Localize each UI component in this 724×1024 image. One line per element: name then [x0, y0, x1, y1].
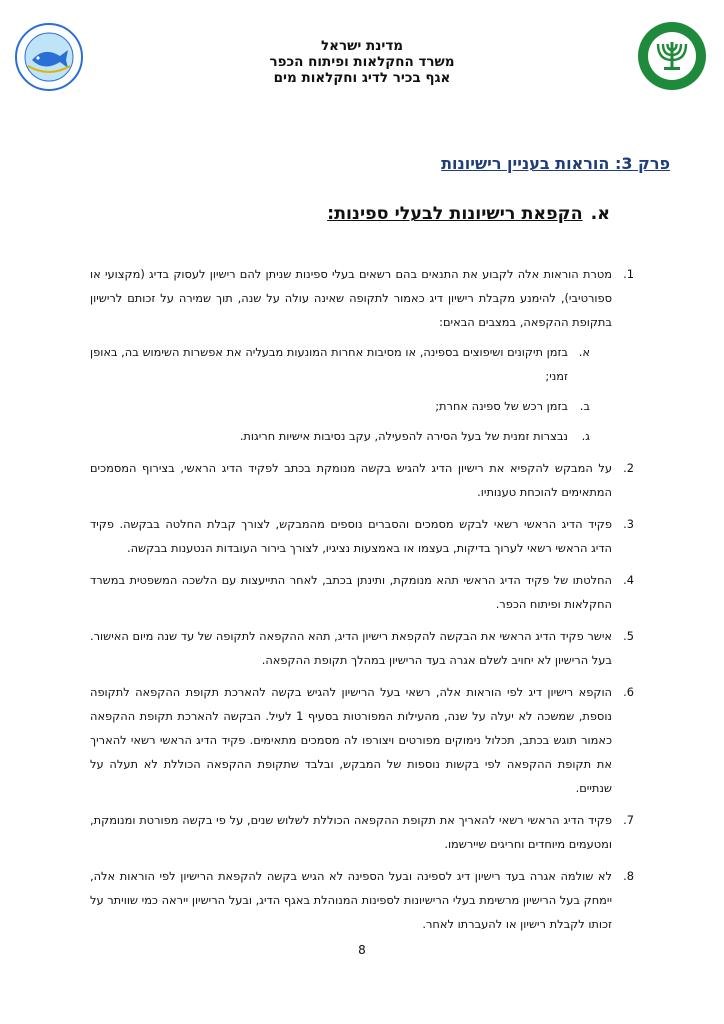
- sub-item-letter: א.: [578, 345, 590, 359]
- list-item: [90, 512, 634, 560]
- header-department: אגף בכיר לדיג וחקלאות מים: [273, 70, 451, 86]
- list-item: [90, 808, 634, 856]
- item-number: 4.: [623, 573, 634, 587]
- section-letter: א.: [590, 204, 610, 224]
- list-item: [90, 456, 634, 504]
- item-text: מטרת הוראות אלה לקבוע את התנאים בהם רשאים בעלי ספינות שניתן להם רישיון לעסוק בדיג (מקצועי או ספורטיבי), להימנע מקבלת רישיון דיג כאמור לתקופה שאינה עולה על שנה, תוך שמירה על זכותם לרישיון בתקופת ההקפאה, במצבים הבאים:: [90, 267, 612, 329]
- sub-item-text: בזמן רכש של ספינה אחרת;: [435, 399, 568, 413]
- sub-item-letter: ב.: [579, 399, 590, 413]
- page-number: 8: [358, 943, 366, 957]
- regulations-body: [90, 262, 634, 944]
- sub-list: [90, 340, 612, 448]
- item-text: פקיד הדיג הראשי רשאי להאריך את תקופת ההקפאה הכוללת לשלוש שנים, על פי בקשה מפורטת ומנומקת, ומטעמים מיוחדים וחריגים שיירשמו.: [90, 813, 612, 851]
- item-text: פקיד הדיג הראשי רשאי לבקש מסמכים והסברים נוספים מהמבקש, לצורך קבלת החלטה בבקשה. פקיד הדיג הראשי רשאי לערוך בדיקות, בעצמו או באמצעות נציגיו, לצורך בירור העובדות הנטענות בבקשה.: [90, 517, 612, 555]
- ministry-logo: [636, 20, 708, 92]
- sub-item-letter: ג.: [581, 429, 590, 443]
- list-item: [90, 864, 634, 936]
- item-text: על המבקש להקפיא את רישיון הדיג להגיש בקשה מנומקת בכתב לפקיד הדיג הראשי, בצירוף המסמכים המתאימים להוכחת טענותיו.: [90, 461, 612, 499]
- fisheries-department-logo: [14, 22, 84, 92]
- item-number: 7.: [623, 813, 634, 827]
- header-ministry: משרד החקלאות ופיתוח הכפר: [269, 54, 455, 70]
- list-item: [90, 568, 634, 616]
- sub-item: [90, 394, 590, 418]
- item-text: הוקפא רישיון דיג לפי הוראות אלה, רשאי בעל הרישיון להגיש בקשה להארכת תקופת ההקפאה לתקופה נוספת, שמשכה לא יעלה על שנה, מהעילות המפורטות בסעיף 1 לעיל. הבקשה להארכת תקופת ההקפאה כאמור תוגש בכתב, תכלול נימוקים מפורטים ויצורפו לה מסמכים מתאימים. פקיד הדיג הראשי רשאי להאריך את תקופת ההקפאה לפי בקשות נוספות של המבקש, ובלבד שתקופת ההקפאה הכוללת לא תעלה על שנתיים.: [90, 685, 612, 795]
- sub-item: [90, 424, 590, 448]
- list-item: [90, 624, 634, 672]
- item-number: 3.: [623, 517, 634, 531]
- document-header: [150, 38, 574, 86]
- sub-item-text: בזמן תיקונים ושיפוצים בספינה, או מסיבות אחרות המונעות מבעליה את אפשרות השימוש בה, באופן זמני;: [90, 345, 568, 383]
- item-number: 1.: [623, 267, 634, 281]
- item-number: 2.: [623, 461, 634, 475]
- header-country: מדינת ישראל: [320, 38, 404, 54]
- sub-item: [90, 340, 590, 388]
- item-text: אישר פקיד הדיג הראשי את הבקשה להקפאת רישיון הדיג, תהא ההקפאה לתקופה של עד שנה מיום האישור. בעל הרישיון לא יחויב לשלם אגרה בעד הרישיון במהלך תקופת ההקפאה.: [90, 629, 612, 667]
- section-title: [200, 204, 610, 224]
- sub-item-text: נבצרות זמנית של בעל הסירה להפעילה, עקב נסיבות אישיות חריגות.: [239, 429, 568, 443]
- section-heading: הקפאת רישיונות לבעלי ספינות:: [327, 204, 583, 224]
- list-item: [90, 262, 634, 448]
- list-item: [90, 680, 634, 800]
- item-number: 5.: [623, 629, 634, 643]
- chapter-title: פרק 3: הוראות בעניין רישיונות: [441, 154, 670, 173]
- item-text: לא שולמה אגרה בעד רישיון דיג לספינה ובעל הספינה לא הגיש בקשה להקפאת הרישיון לפי הוראות אלה, יימחק בעל הרישיון מרשימת בעלי הרישיונות לספינות המנוהלת באגף הדיג, ובעל הרישיון ייראה כמי שוויתר על זכותו לקבלת רישיון או להעברתו לאחר.: [90, 869, 612, 931]
- item-number: 8.: [623, 869, 634, 883]
- item-number: 6.: [623, 685, 634, 699]
- item-text: החלטתו של פקיד הדיג הראשי תהא מנומקת, ותינתן בכתב, לאחר התייעצות עם הלשכה המשפטית במשרד החקלאות ופיתוח הכפר.: [90, 573, 612, 611]
